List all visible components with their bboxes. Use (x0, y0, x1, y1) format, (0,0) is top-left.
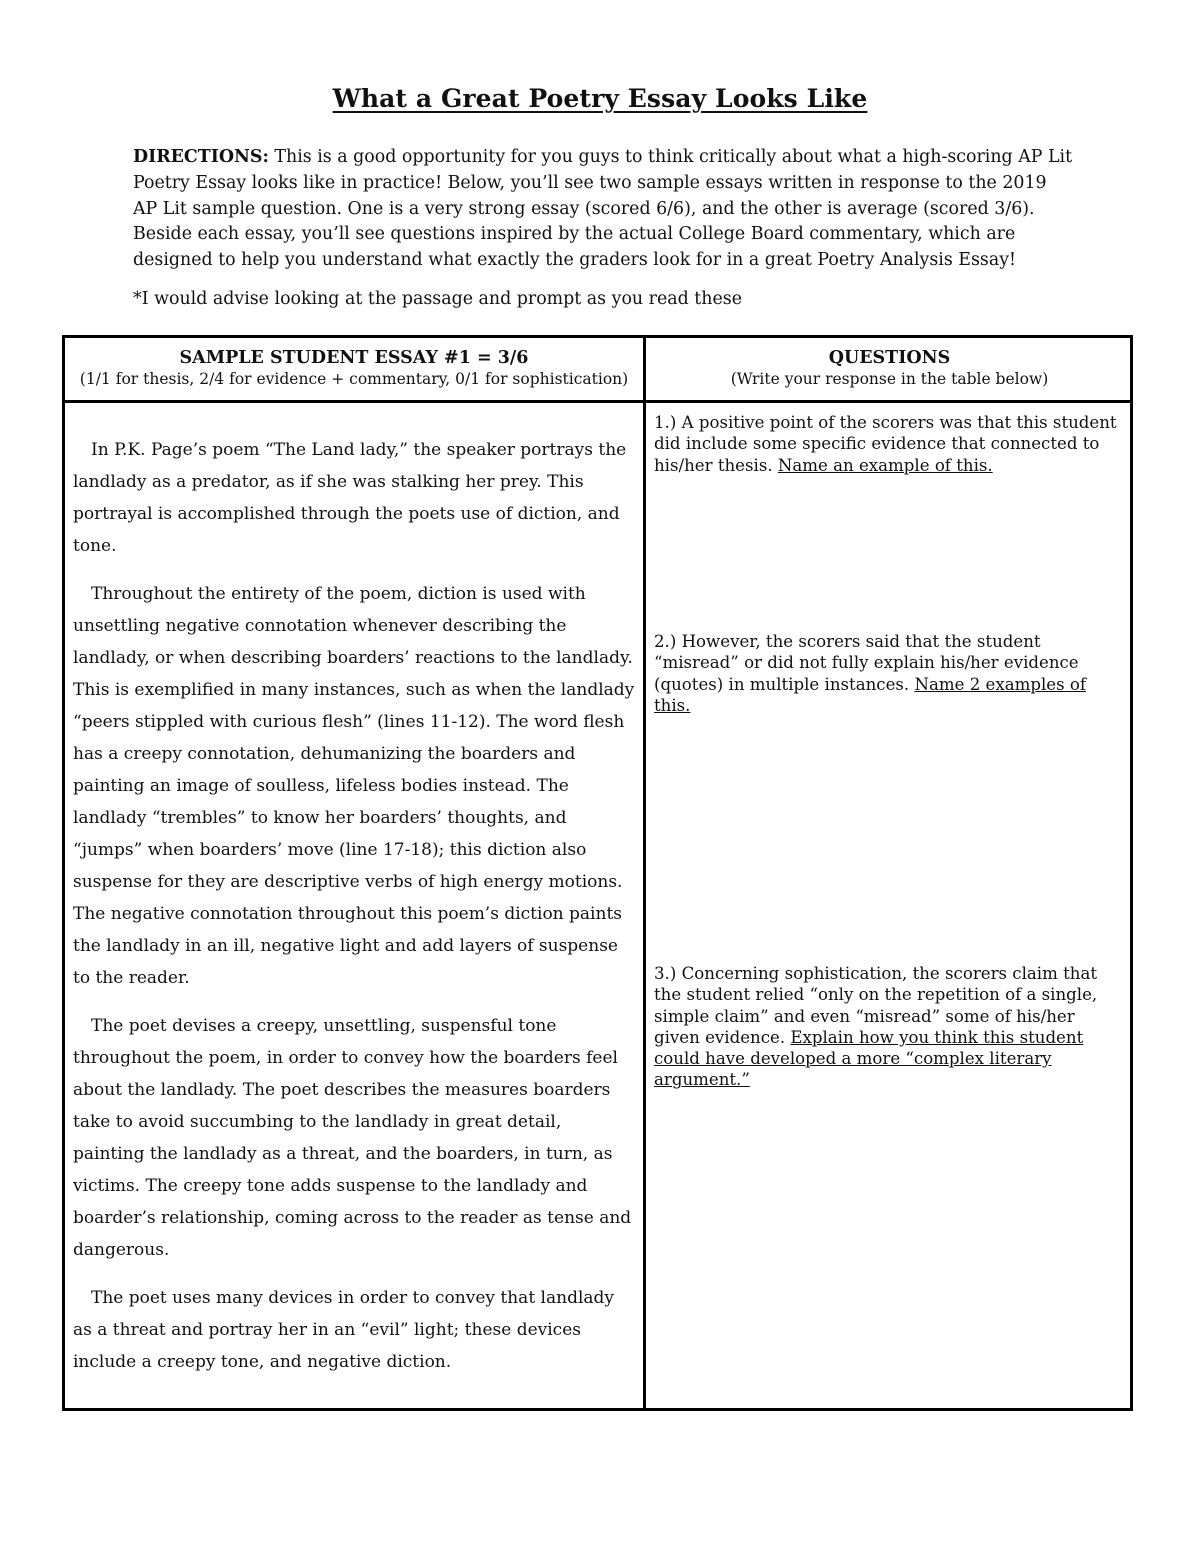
essay-questions-table (62, 335, 1133, 1411)
question-text: 2.) However, the scorers said that the student “misread” or did not fully explain his/her evidence (quotes) in multiple instances. (654, 632, 1079, 694)
questions-header-subtitle: (Write your response in the table below) (730, 370, 1049, 388)
question-1 (654, 412, 1124, 476)
directions-paragraph (133, 145, 1073, 274)
question-task: Name an example of this. (777, 455, 993, 475)
directions-label: DIRECTIONS: (133, 147, 269, 167)
essay-paragraph: In P.K. Page’s poem “The Land lady,” the speaker portrays the landlady as a predator, as if she was stalking her prey. This portrayal is accomplished through the poets use of diction, and tone. (73, 440, 627, 556)
question-task: Name 2 examples of this. (654, 674, 1087, 715)
essay-header-subtitle: (1/1 for thesis, 2/4 for evidence + commentary, 0/1 for sophistication) (79, 370, 629, 388)
table-column-divider (643, 338, 646, 1408)
essay-paragraph: The poet uses many devices in order to convey that landlady as a threat and portray her in an “evil” light; these devices include a creepy tone, and negative diction. (73, 1288, 615, 1372)
question-3 (654, 963, 1124, 1091)
table-header-divider (65, 400, 1130, 403)
essay-header-title: SAMPLE STUDENT ESSAY #1 = 3/6 (179, 348, 529, 368)
essay-column-header (65, 348, 643, 390)
questions-column-header (646, 348, 1133, 390)
essay-paragraph: The poet devises a creepy, unsettling, suspensful tone throughout the poem, in order to convey how the boarders feel about the landlady. The poet describes the measures boarders take to avoid succumbing to the landlady in great detail, painting the landlady as a threat, and the boarders, in turn, as victims. The creepy tone adds suspense to the landlady and boarder’s relationship, coming across to the reader as tense and dangerous. (73, 1016, 632, 1260)
page-title: What a Great Poetry Essay Looks Like (332, 84, 868, 113)
question-text: 1.) A positive point of the scorers was that this student did include some specific evidence that connected to his/her thesis. (654, 413, 1117, 475)
essay-paragraph: Throughout the entirety of the poem, diction is used with unsettling negative connotation whenever describing the landlady, or when describing boarders’ reactions to the landlady. This is exemplified in many instances, such as when the landlady “peers stippled with curious flesh” (lines 11-12). The word flesh has a creepy connotation, dehumanizing the boarders and painting an image of soulless, lifeless bodies instead. The landlady “trembles” to know her boarders’ thoughts, and “jumps” when boarders’ move (line 17-18); this diction also suspense for they are descriptive verbs of high energy motions. The negative connotation throughout this poem’s diction paints the landlady in an ill, negative light and add layers of suspense to the reader. (73, 584, 635, 988)
question-task: Explain how you think this student could have developed a more “complex literary argument.” (654, 1027, 1084, 1090)
directions-text: This is a good opportunity for you guys to think critically about what a high-scoring AP Lit Poetry Essay looks like in practice! Below, you’ll see two sample essays written in response to the 2019 AP Lit sample question. One is a very strong essay (scored 6/6), and the other is average (scored 3/6). Beside each essay, you’ll see questions inspired by the actual College Board commentary, which are designed to help you understand what exactly the graders look for in a great Poetry Analysis Essay! (133, 147, 1073, 271)
questions-header-title: QUESTIONS (828, 348, 951, 368)
advise-note: *I would advise looking at the passage and prompt as you read these (133, 289, 742, 309)
question-2 (654, 631, 1124, 716)
student-essay (73, 434, 635, 1394)
question-text: 3.) Concerning sophistication, the scorers claim that the student relied “only on the repetition of a single, simple claim” and even “misread” some of his/her given evidence. (654, 964, 1098, 1047)
